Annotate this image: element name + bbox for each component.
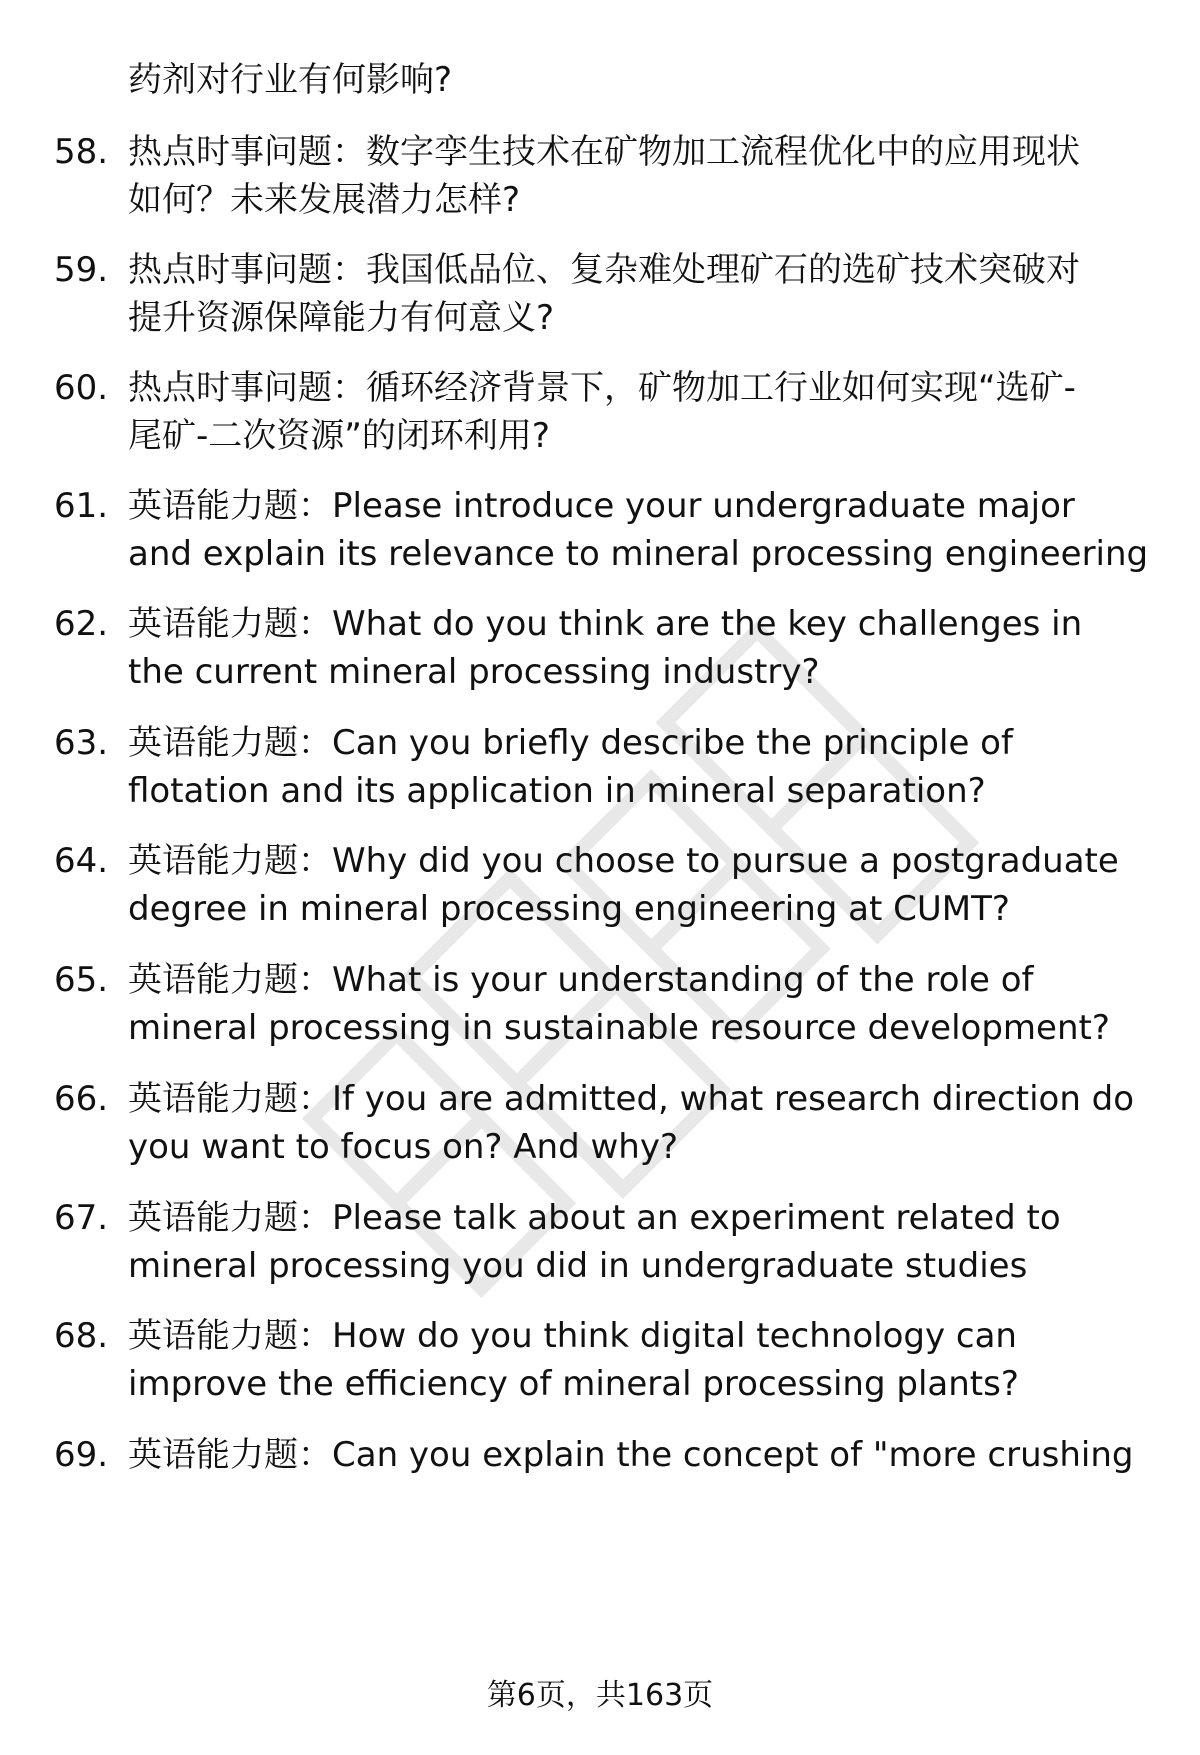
item-line: 英语能力题：Why did you choose to pursue a postgraduate xyxy=(128,841,1119,881)
item-text xyxy=(128,1194,1168,1290)
page-number-footer: 第6页，共163页 xyxy=(486,1678,714,1713)
item-number: 62. xyxy=(54,604,109,644)
item-text xyxy=(128,837,1168,933)
continuation-line: 药剂对行业有何影响? xyxy=(128,60,453,100)
item-line: mineral processing you did in undergraduate studies xyxy=(128,1246,1028,1286)
item-line: improve the efficiency of mineral processing plants? xyxy=(128,1364,1019,1404)
item-number: 60. xyxy=(54,368,109,408)
item-line: the current mineral processing industry? xyxy=(128,652,820,692)
item-line: 英语能力题：How do you think digital technology can xyxy=(128,1316,1017,1356)
item-line: 英语能力题：What is your understanding of the role of xyxy=(128,960,1034,1000)
item-text xyxy=(128,482,1168,578)
item-text xyxy=(128,1431,1168,1479)
item-line: 热点时事问题：我国低品位、复杂难处理矿石的选矿技术突破对 xyxy=(128,250,1080,290)
item-number: 67. xyxy=(54,1198,109,1238)
item-line: degree in mineral processing engineering at CUMT? xyxy=(128,889,1010,929)
item-line: 英语能力题：Please introduce your undergraduate major xyxy=(128,486,1075,526)
item-line: 英语能力题：What do you think are the key challenges in xyxy=(128,604,1083,644)
item-line: 英语能力题：Please talk about an experiment related to xyxy=(128,1198,1061,1238)
item-line: 尾矿-二次资源”的闭环利用? xyxy=(128,416,550,456)
item-line: 如何？未来发展潜力怎样? xyxy=(128,180,521,220)
item-line: you want to focus on? And why? xyxy=(128,1127,679,1167)
item-line: mineral processing in sustainable resource development? xyxy=(128,1008,1110,1048)
item-text xyxy=(128,364,1168,460)
item-line: 英语能力题：Can you explain the concept of "more crushing xyxy=(128,1435,1134,1475)
item-number: 61. xyxy=(54,486,109,526)
item-number: 68. xyxy=(54,1316,109,1356)
item-text xyxy=(128,246,1168,342)
item-text xyxy=(128,600,1168,696)
item-line: flotation and its application in mineral separation? xyxy=(128,771,986,811)
item-line: 英语能力题：If you are admitted, what research direction do xyxy=(128,1079,1135,1119)
item-text xyxy=(128,1312,1168,1408)
item-text xyxy=(128,1075,1168,1171)
item-number: 59. xyxy=(54,250,109,290)
item-line: 热点时事问题：数字孪生技术在矿物加工流程优化中的应用现状 xyxy=(128,132,1080,172)
item-line: and explain its relevance to mineral processing engineering xyxy=(128,534,1149,574)
item-number: 65. xyxy=(54,960,109,1000)
item-number: 64. xyxy=(54,841,109,881)
item-line: 热点时事问题：循环经济背景下，矿物加工行业如何实现“选矿- xyxy=(128,368,1076,408)
item-text xyxy=(128,719,1168,815)
item-number: 69. xyxy=(54,1435,109,1475)
item-line: 提升资源保障能力有何意义? xyxy=(128,298,555,338)
item-number: 58. xyxy=(54,132,109,172)
item-line: 英语能力题：Can you briefly describe the principle of xyxy=(128,723,1013,763)
item-text xyxy=(128,956,1168,1052)
item-text xyxy=(128,128,1168,224)
item-number: 66. xyxy=(54,1079,109,1119)
item-number: 63. xyxy=(54,723,109,763)
